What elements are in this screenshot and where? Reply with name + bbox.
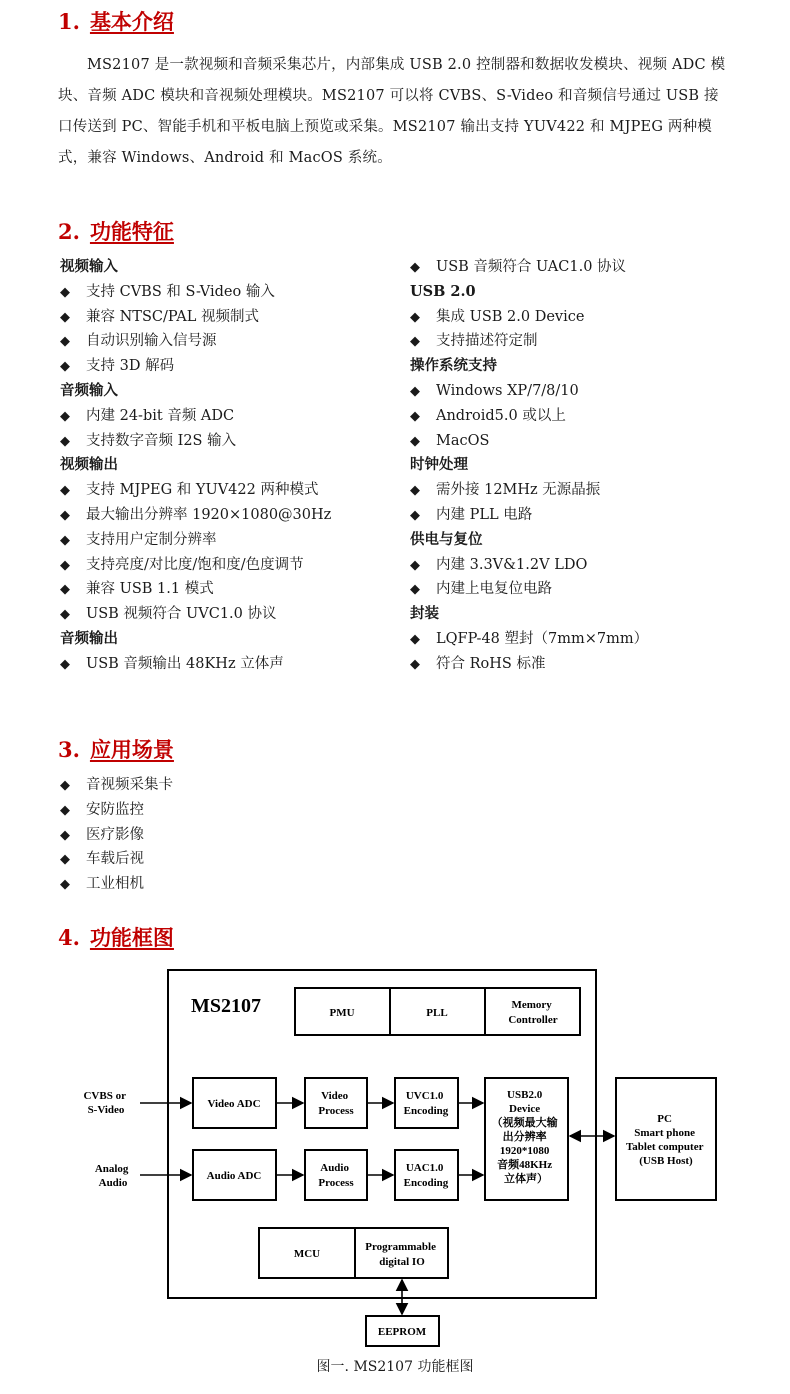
list-item-text: 内建 PLL 电路 (436, 506, 533, 523)
list-item-text: 支持亮度/对比度/饱和度/色度调节 (86, 556, 304, 573)
uac-encoding-label: UAC1.0 Encoding (403, 1162, 449, 1189)
diamond-bullet-icon (60, 504, 86, 529)
list-item (410, 503, 648, 528)
list-item (60, 553, 331, 578)
list-item-text: 最大输出分辨率 1920×1080@30Hz (86, 506, 332, 523)
list-item (410, 478, 648, 503)
eeprom-label: EEPROM (377, 1326, 427, 1338)
host-label: PC Smart phone Tablet computer (USB Host) (625, 1113, 704, 1167)
diamond-bullet-icon (60, 554, 86, 579)
cvbs-input-label: CVBS or S-Video (83, 1090, 126, 1116)
diamond-bullet-icon (60, 430, 86, 455)
list-item (60, 478, 331, 503)
list-item (60, 847, 173, 872)
list-item (60, 872, 173, 897)
list-item-text: 支持 MJPEG 和 YUV422 两种模式 (86, 482, 319, 499)
list-item (60, 577, 331, 602)
diamond-bullet-icon (60, 824, 86, 849)
section-heading-applications: 3. 应用场景 (58, 737, 174, 762)
list-item-text: 内建 24-bit 音频 ADC (86, 407, 235, 424)
diamond-bullet-icon (410, 430, 436, 455)
host-block (616, 1078, 716, 1200)
audio-process-label: Audio Process (318, 1162, 354, 1189)
list-item-text: Windows XP/7/8/10 (436, 382, 579, 399)
video-process-label: Video Process (318, 1090, 354, 1117)
uvc-encoding-block (395, 1078, 458, 1128)
list-item (60, 429, 331, 454)
list-item-text: 支持描述符定制 (436, 333, 538, 350)
diamond-bullet-icon (60, 330, 86, 355)
list-item (410, 404, 648, 429)
list-item (60, 329, 331, 354)
diamond-bullet-icon (60, 355, 86, 380)
applications-list (60, 773, 173, 897)
list-item-text: USB 音频输出 48KHz 立体声 (86, 655, 284, 672)
diamond-bullet-icon (60, 799, 86, 824)
list-item-text: 内建 3.3V&1.2V LDO (436, 556, 588, 573)
list-item (60, 354, 331, 379)
block-diagram (0, 960, 790, 1352)
list-item (60, 602, 331, 627)
list-item-text: 支持用户定制分辨率 (86, 531, 217, 548)
feature-category: 操作系统支持 (410, 357, 497, 375)
pll-block: PLL (426, 1007, 448, 1019)
list-item-text: 车载后视 (86, 851, 144, 868)
diamond-bullet-icon (410, 306, 436, 331)
diamond-bullet-icon (410, 504, 436, 529)
feature-category: 视频输出 (60, 456, 118, 474)
video-adc-label: Video ADC (207, 1098, 261, 1110)
diamond-bullet-icon (60, 873, 86, 898)
diamond-bullet-icon (60, 281, 86, 306)
diamond-bullet-icon (60, 603, 86, 628)
list-item-text: LQFP-48 塑封（7mm×7mm） (436, 630, 649, 647)
list-item-text: 自动识别输入信号源 (86, 333, 217, 350)
diamond-bullet-icon (410, 330, 436, 355)
list-item (410, 255, 648, 280)
diamond-bullet-icon (60, 774, 86, 799)
diamond-bullet-icon (410, 479, 436, 504)
diamond-bullet-icon (60, 405, 86, 430)
programmable-io-block: Programmable digital IO (365, 1241, 436, 1268)
mcu-block: MCU (293, 1248, 321, 1260)
list-item-text: 兼容 USB 1.1 模式 (86, 581, 214, 598)
list-item (60, 503, 331, 528)
list-item (410, 553, 648, 578)
list-item-text: 工业相机 (86, 876, 144, 893)
figure-caption: 图一. MS2107 功能框图 (316, 1359, 474, 1375)
diamond-bullet-icon (60, 848, 86, 873)
features-right-column (410, 255, 648, 677)
video-process-block (305, 1078, 367, 1128)
list-item-text: 安防监控 (86, 801, 144, 818)
diamond-bullet-icon (410, 380, 436, 405)
uvc-encoding-label: UVC1.0 Encoding (403, 1090, 449, 1117)
list-item-text: 需外接 12MHz 无源晶振 (436, 482, 601, 499)
list-item (60, 404, 331, 429)
list-item-text: 支持 3D 解码 (86, 358, 175, 375)
list-item (410, 627, 648, 652)
diamond-bullet-icon (60, 529, 86, 554)
feature-category: 视频输入 (60, 258, 118, 275)
list-item (410, 379, 648, 404)
list-item-text: 内建上电复位电路 (436, 581, 552, 598)
diamond-bullet-icon (410, 628, 436, 653)
list-item (410, 577, 648, 602)
list-item (60, 823, 173, 848)
list-item-text: USB 视频符合 UVC1.0 协议 (86, 606, 277, 623)
feature-category: 音频输入 (60, 381, 118, 399)
feature-category: 供电与复位 (410, 530, 483, 548)
diamond-bullet-icon (60, 653, 86, 678)
list-item (410, 329, 648, 354)
feature-category: 时钟处理 (410, 456, 468, 474)
list-item (410, 305, 648, 330)
list-item (60, 305, 331, 330)
feature-category: 音频输出 (60, 629, 118, 647)
list-item-text: 集成 USB 2.0 Device (436, 308, 585, 325)
list-item-text: USB 音频符合 UAC1.0 协议 (436, 259, 627, 275)
list-item (60, 652, 331, 677)
uac-encoding-block (395, 1150, 458, 1200)
feature-category: USB 2.0 (410, 282, 476, 300)
list-item (60, 528, 331, 553)
diamond-bullet-icon (410, 653, 436, 678)
section-heading-features: 2. 功能特征 (58, 219, 174, 244)
feature-category: 封装 (410, 605, 439, 623)
chip-name: MS2107 (191, 995, 261, 1017)
diamond-bullet-icon (410, 405, 436, 430)
diamond-bullet-icon (60, 306, 86, 331)
audio-process-block (305, 1150, 367, 1200)
list-item-text: 支持数字音频 I2S 输入 (86, 432, 237, 449)
diamond-bullet-icon (60, 578, 86, 603)
memory-controller-block: Memory Controller (508, 999, 558, 1026)
list-item (60, 280, 331, 305)
mcu-group (259, 1228, 448, 1278)
list-item-text: 符合 RoHS 标准 (436, 655, 546, 672)
list-item-text: 医疗影像 (86, 826, 144, 843)
list-item (60, 798, 173, 823)
list-item-text: 音视频采集卡 (86, 777, 173, 793)
list-item-text: Android5.0 或以上 (436, 407, 566, 424)
list-item (410, 429, 648, 454)
section-heading-block-diagram: 4. 功能框图 (58, 925, 174, 950)
usb-device-label: USB2.0 Device （视频最大输 出分辨率 1920*1080 音频48KHz 立体声） (491, 1089, 558, 1185)
list-item (60, 773, 173, 798)
diamond-bullet-icon (410, 256, 436, 281)
list-item (410, 652, 648, 677)
analog-audio-input-label: Analog Audio (94, 1163, 129, 1189)
pmu-block: PMU (329, 1007, 355, 1019)
section-heading-overview: 1. 基本介绍 (58, 9, 174, 34)
diamond-bullet-icon (60, 479, 86, 504)
features-left-column (60, 255, 331, 677)
list-item-text: 兼容 NTSC/PAL 视频制式 (86, 308, 260, 325)
diamond-bullet-icon (410, 554, 436, 579)
audio-adc-label: Audio ADC (206, 1170, 262, 1182)
list-item-text: MacOS (436, 432, 490, 449)
list-item-text: 支持 CVBS 和 S-Video 输入 (86, 283, 275, 300)
intro-paragraph: MS2107 是一款视频和音频采集芯片，内部集成 USB 2.0 控制器和数据收发模块、视频 ADC 模块、音频 ADC 模块和音视频处理模块。MS2107 可以将 CVBS、S-Video 和音频信号通过 USB 接口传送到 PC、智能手机和平板电脑上预览或采集。MS2107 输出支持 YUV422 和 MJPEG 两种模式，兼容 Windows、Android 和 MacOS 系统。 (58, 57, 726, 166)
diamond-bullet-icon (410, 578, 436, 603)
